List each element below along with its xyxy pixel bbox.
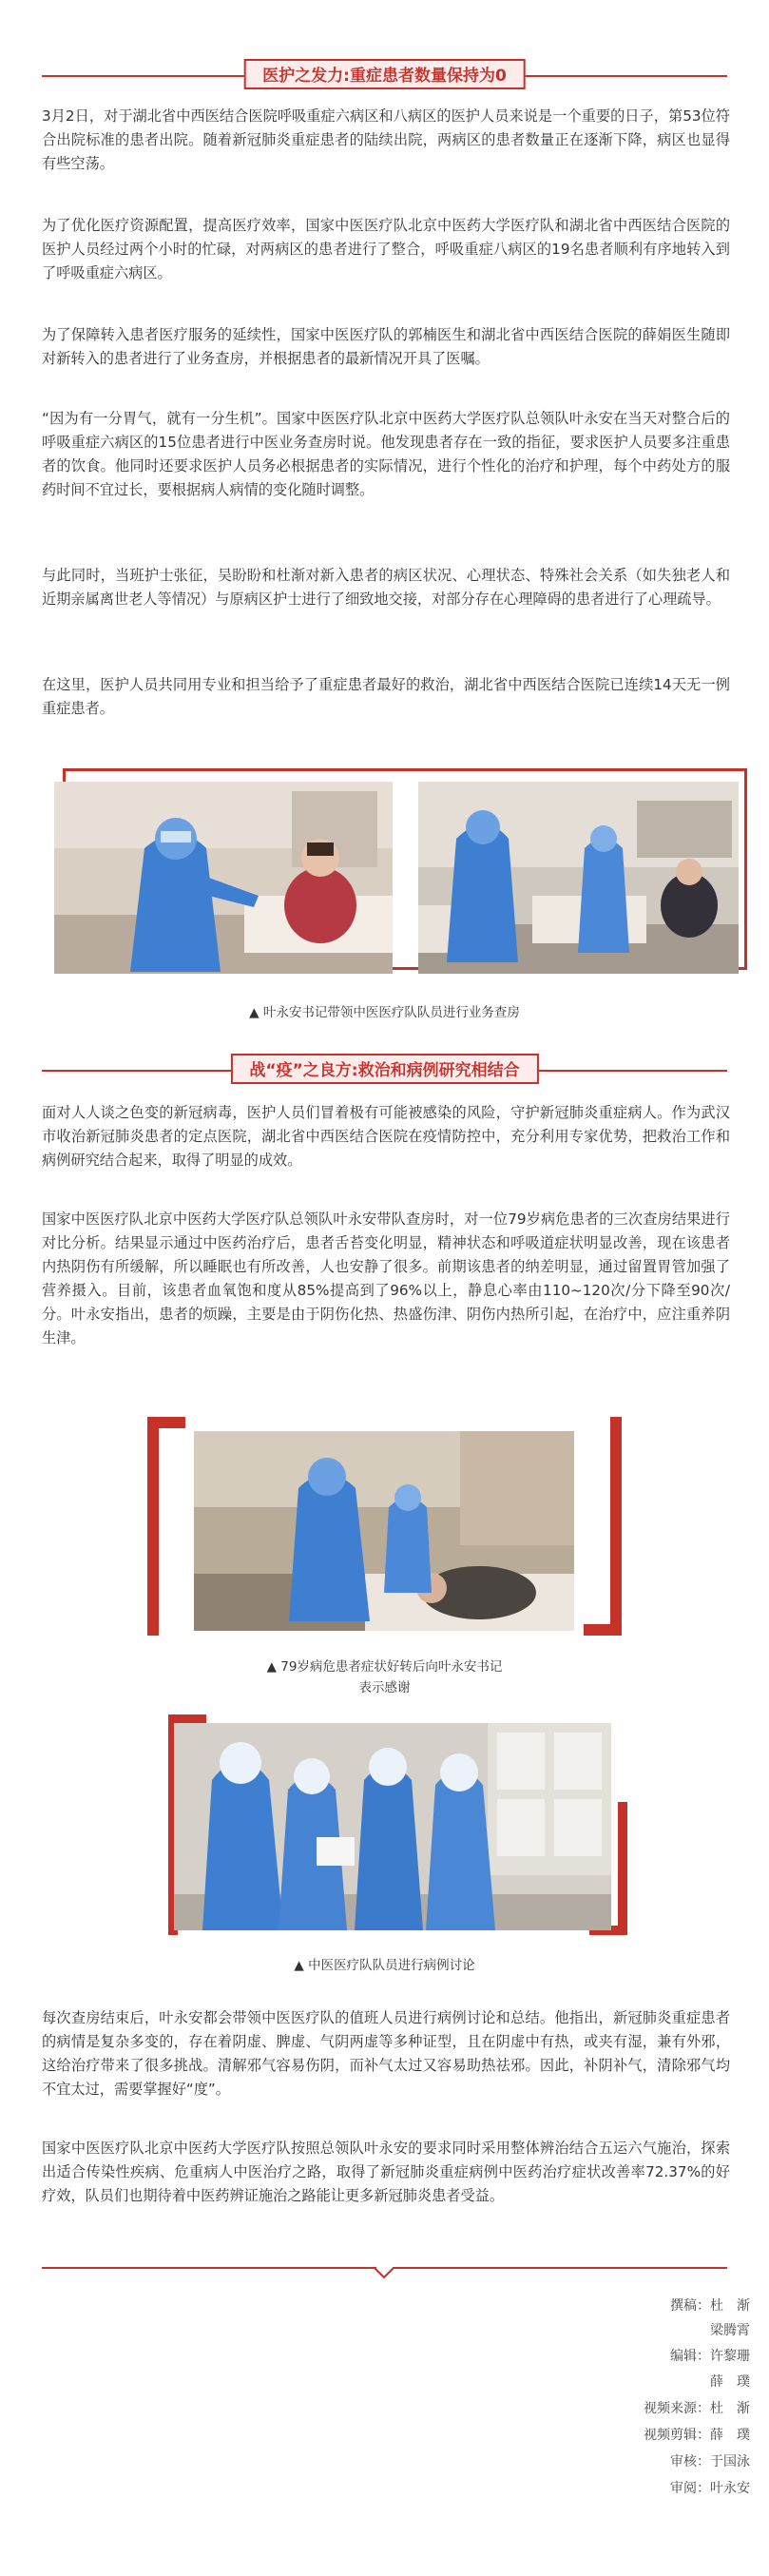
credit-row: 薛 璞 <box>710 2374 750 2390</box>
credit-row: 梁腾霄 <box>710 2323 750 2338</box>
paragraph-4: “因为有一分胃气，就有一分生机”。国家中医医疗队北京中医药大学医疗队总领队叶永安在当天对整合后的呼吸重症六病区的15位患者进行中医业务查房时说。他发现患者存在一致的指征，要求医护人员要多注重患者的饮食。他同时还要求医护人员务必根据患者的实际情况，进行个性化的治疗和护理，每个中药处方的服药时间不宜过长，要根据病人病情的变化随时调整。 <box>42 410 730 498</box>
photo-accent-corner-top <box>147 1417 185 1428</box>
section-header-2 <box>0 1050 769 1092</box>
credit-row: 编辑：许黎珊 <box>670 2349 750 2364</box>
credit-row: 撰稿：杜 渐 <box>670 2298 750 2314</box>
photo-accent-bar-left <box>147 1417 159 1636</box>
section-title-2: 战“疫”之良方:救治和病例研究相结合 <box>230 1054 538 1084</box>
ward-round-photo-left <box>54 782 393 974</box>
photo-caption-3: ▲ 中医医疗队队员进行病例讨论 <box>294 1958 475 1973</box>
end-divider <box>42 2265 727 2278</box>
patient-thanks-photo <box>194 1431 574 1631</box>
chevron-down-icon <box>42 2266 727 2279</box>
paragraph-5: 与此同时，当班护士张征，吴盼盼和杜渐对新入患者的病区状况、心理状态、特殊社会关系（如失独老人和近期亲属离世老人等情况）与原病区护士进行了细致地交接，对部分存在心理障碍的患者进行了心理疏导。 <box>42 567 730 608</box>
photo-caption-1: ▲ 叶永安书记带领中医医疗队队员进行业务查房 <box>249 1005 520 1020</box>
paragraph-6: 在这里，医护人员共同用专业和担当给予了重症患者最好的救治，湖北省中西医结合医院已连续14天无一例重症患者。 <box>42 676 730 717</box>
paragraph-10: 国家中医医疗队北京中医药大学医疗队按照总领队叶永安的要求同时采用整体辨治结合五运六气施治，探索出适合传染性疾病、危重病人中医治疗之路，取得了新冠肺炎重症病例中医药治疗症状改善率72.37%的好疗效，队员们也期待着中医药辨证施治之路能让更多新冠肺炎患者受益。 <box>42 2140 730 2204</box>
section-header-1 <box>0 55 769 97</box>
credit-row: 视频来源：杜 渐 <box>644 2401 750 2416</box>
photo-caption-2-line-2: 表示感谢 <box>358 1680 411 1695</box>
photo-accent-bar-right-3 <box>618 1802 627 1935</box>
paragraph-7: 面对人人谈之色变的新冠病毒，医护人员们冒着极有可能被感染的风险，守护新冠肺炎重症病人。作为武汉市收治新冠肺炎患者的定点医院，湖北省中西医结合医院在疫情防控中，充分利用专家优势，把救治工作和病例研究结合起来，取得了明显的成效。 <box>42 1104 730 1169</box>
photo-accent-bar-right <box>610 1417 622 1636</box>
credit-row: 视频剪辑：薛 璞 <box>644 2428 750 2443</box>
ward-round-photo-right <box>418 782 739 974</box>
paragraph-3: 为了保障转入患者医疗服务的延续性，国家中医医疗队的郭楠医生和湖北省中西医结合医院的薛娟医生随即对新转入的患者进行了业务查房，并根据患者的最新情况开具了医嘱。 <box>42 326 730 367</box>
photo-caption-2-line-1: ▲ 79岁病危患者症状好转后向叶永安书记 <box>266 1659 503 1675</box>
paragraph-9: 每次查房结束后，叶永安都会带领中医医疗队的值班人员进行病例讨论和总结。他指出，新冠肺炎重症患者的病情是复杂多变的，存在着阴虚、脾虚、气阴两虚等多种证型，且在阴虚中有热，或夹有湿，兼有外邪，这给治疗带来了很多挑战。清解邪气容易伤阴，而补气太过又容易助热祛邪。因此，补阴补气，清除邪气均不宜太过，需要掌握好“度”。 <box>42 2009 730 2098</box>
case-discussion-photo <box>174 1723 611 1930</box>
paragraph-2: 为了优化医疗资源配置，提高医疗效率，国家中医医疗队北京中医药大学医疗队和湖北省中西医结合医院的医护人员经过两个小时的忙碌，对两病区的患者进行了整合，呼吸重症八病区的19名患者顺利有序地转入到了呼吸重症六病区。 <box>42 217 730 281</box>
credit-row: 审阅：叶永安 <box>670 2481 750 2496</box>
credit-row: 审核：于国泳 <box>670 2454 750 2469</box>
paragraph-8: 国家中医医疗队北京中医药大学医疗队总领队叶永安带队查房时，对一位79岁病危患者的三次查房结果进行对比分析。结果显示通过中医药治疗后，患者舌苔变化明显，精神状态和呼吸道症状明显改善，现在该患者内热阴伤有所缓解，所以睡眠也有所改善，人也安静了很多。前期该患者的纳差明显，通过留置胃管加强了营养摄入。目前，该患者血氧饱和度从85%提高到了96%以上，静息心率由110~120次/分下降至90次/分。叶永安指出，患者的烦躁，主要是由于阴伤化热、热盛伤津、阴伤内热所引起，在治疗中，应注重养阴生津。 <box>42 1211 730 1346</box>
photo-accent-corner-bottom <box>584 1624 622 1636</box>
paragraph-1: 3月2日，对于湖北省中西医结合医院呼吸重症六病区和八病区的医护人员来说是一个重要的日子，第53位符合出院标准的患者出院。随着新冠肺炎重症患者的陆续出院，两病区的患者数量正在逐渐下降，病区也显得有些空荡。 <box>42 107 730 172</box>
section-title-1: 医护之发力:重症患者数量保持为0 <box>243 59 526 89</box>
